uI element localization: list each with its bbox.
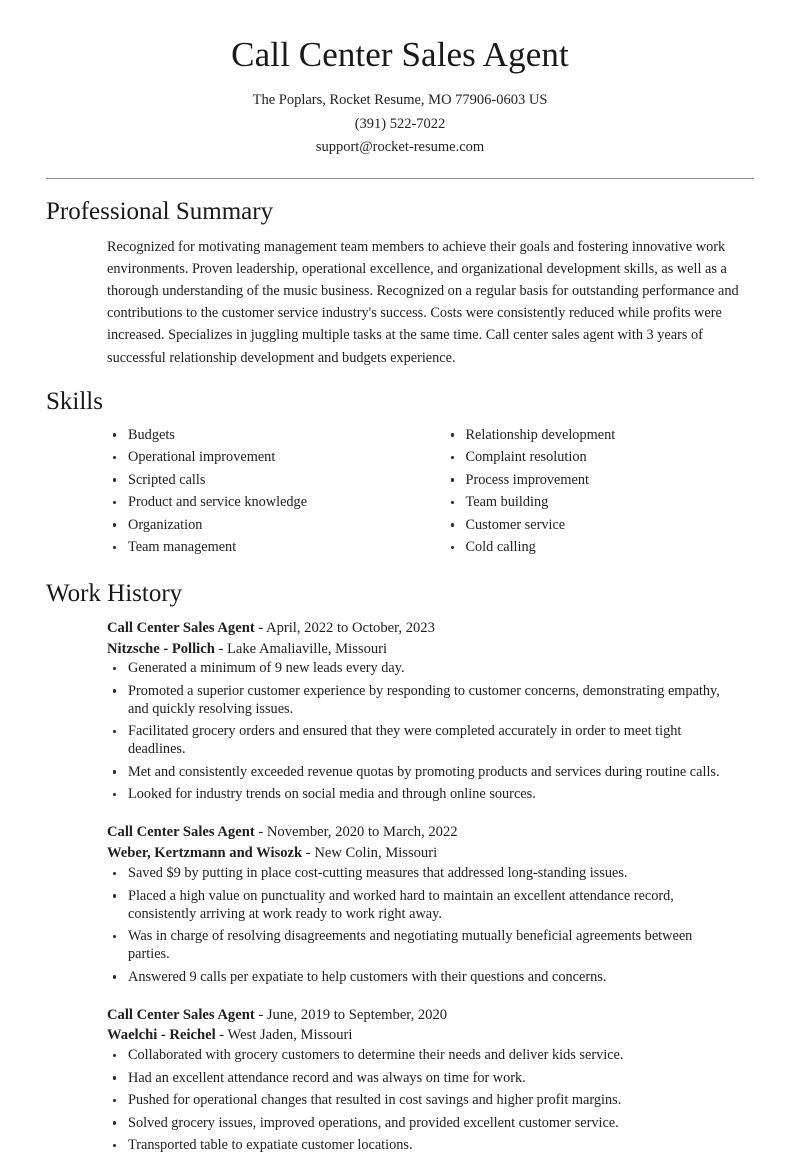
job-separator: - — [215, 1027, 228, 1044]
skill-item: Complaint resolution — [445, 448, 755, 466]
skill-item: Customer service — [445, 516, 755, 534]
job-location: Lake Amaliaville, Missouri — [226, 640, 388, 657]
skill-item: Process improvement — [445, 471, 755, 489]
skill-item: Operational improvement — [107, 448, 431, 466]
skill-item: Team management — [107, 538, 431, 556]
section-title-skills: Skills — [46, 387, 103, 415]
job-bullet: Answered 9 calls per expatiate to help customers with their questions and concerns. — [107, 968, 754, 986]
job-bullet: Was in charge of resolving disagreements and negotiating mutually beneficial agreements between parties. — [107, 927, 754, 963]
job-location: New Colin, Missouri — [314, 845, 438, 862]
job-company: Nitzsche - Pollich — [107, 640, 215, 657]
section-skills — [46, 387, 754, 561]
job-bullet-list — [107, 659, 754, 803]
section-work-history — [46, 579, 754, 1155]
job-position: Call Center Sales Agent — [107, 1006, 255, 1023]
job-bullet: Met and consistently exceeded revenue quotas by promoting products and services during routine calls. — [107, 763, 754, 781]
page-title: Call Center Sales Agent — [231, 35, 569, 74]
skills-body — [46, 426, 754, 561]
skills-list-right — [445, 426, 755, 557]
skills-list-left — [107, 426, 431, 557]
work-history-body — [46, 618, 754, 1155]
job-separator: - — [214, 640, 227, 657]
header-divider — [46, 178, 754, 179]
job-separator: - — [254, 824, 267, 841]
job-bullet: Looked for industry trends on social media and through online sources. — [107, 785, 754, 803]
skill-item: Budgets — [107, 426, 431, 444]
job-bullet: Generated a minimum of 9 new leads every day. — [107, 659, 754, 677]
section-title-professional-summary: Professional Summary — [46, 197, 274, 225]
job-bullet: Pushed for operational changes that resulted in cost savings and higher profit margins. — [107, 1091, 754, 1109]
job-title-line — [107, 618, 754, 639]
job-bullet: Saved $9 by putting in place cost-cutting measures that addressed long-standing issues. — [107, 864, 754, 882]
job-title-line — [107, 822, 754, 843]
skill-item: Product and service knowledge — [107, 493, 431, 511]
skills-column-left — [107, 426, 431, 561]
skills-column-right — [431, 426, 755, 561]
job-bullet: Had an excellent attendance record and was always on time for work. — [107, 1069, 754, 1087]
contact-address: The Poplars, Rocket Resume, MO 77906-0603 US — [252, 92, 548, 109]
skill-item: Organization — [107, 516, 431, 534]
work-history-entry — [107, 618, 754, 804]
job-bullet: Facilitated grocery orders and ensured that they were completed accurately in order to meet tight deadlines. — [107, 722, 754, 758]
work-history-entry — [107, 1005, 754, 1155]
job-separator: - — [302, 845, 315, 862]
job-bullet: Promoted a superior customer experience by responding to customer concerns, demonstrating empathy, and quickly resolving issues. — [107, 682, 754, 718]
contact-email: support@rocket-resume.com — [315, 139, 485, 156]
job-dates: June, 2019 to September, 2020 — [266, 1006, 448, 1023]
job-bullet: Placed a high value on punctuality and worked hard to maintain an excellent attendance record, consistently arriving at work ready to work right away. — [107, 887, 754, 923]
contact-phone: (391) 522-7022 — [354, 115, 446, 132]
job-location: West Jaden, Missouri — [227, 1027, 353, 1044]
job-bullet: Transported table to expatiate customer locations. — [107, 1136, 754, 1154]
skill-item: Scripted calls — [107, 471, 431, 489]
work-history-entry — [107, 822, 754, 985]
professional-summary-body — [46, 236, 754, 369]
job-dates: April, 2022 to October, 2023 — [266, 619, 435, 636]
resume-header — [46, 34, 754, 179]
job-bullet-list — [107, 1046, 754, 1154]
job-title-line — [107, 1005, 754, 1026]
job-separator: - — [254, 619, 267, 636]
job-position: Call Center Sales Agent — [107, 619, 255, 636]
job-bullet-list — [107, 864, 754, 986]
job-dates: November, 2020 to March, 2022 — [266, 824, 458, 841]
contact-info — [46, 89, 754, 159]
job-company-line — [107, 639, 754, 660]
skill-item: Team building — [445, 493, 755, 511]
section-title-work-history: Work History — [46, 579, 183, 607]
professional-summary-text: Recognized for motivating management team members to achieve their goals and fostering innovative work environments. Proven leadership, operational excellence, and organizational development skills, as well as a thorough understanding of the music business. Recognized on a regular basis for outstanding performance and contributions to the customer service industry's success. Costs were consistently reduced while profits were increased. Specializes in juggling multiple tasks at the same time. Call center sales agent with 3 years of successful relationship development and budgets experience. — [107, 238, 739, 366]
section-professional-summary — [46, 197, 754, 369]
job-company-line — [107, 843, 754, 864]
job-company: Waelchi - Reichel — [107, 1027, 216, 1044]
job-position: Call Center Sales Agent — [107, 824, 255, 841]
job-company-line — [107, 1025, 754, 1046]
job-company: Weber, Kertzmann and Wisozk — [107, 845, 303, 862]
skill-item: Relationship development — [445, 426, 755, 444]
job-bullet: Solved grocery issues, improved operations, and provided excellent customer service. — [107, 1114, 754, 1132]
job-separator: - — [254, 1006, 267, 1023]
job-bullet: Collaborated with grocery customers to determine their needs and deliver kids service. — [107, 1046, 754, 1064]
skill-item: Cold calling — [445, 538, 755, 556]
